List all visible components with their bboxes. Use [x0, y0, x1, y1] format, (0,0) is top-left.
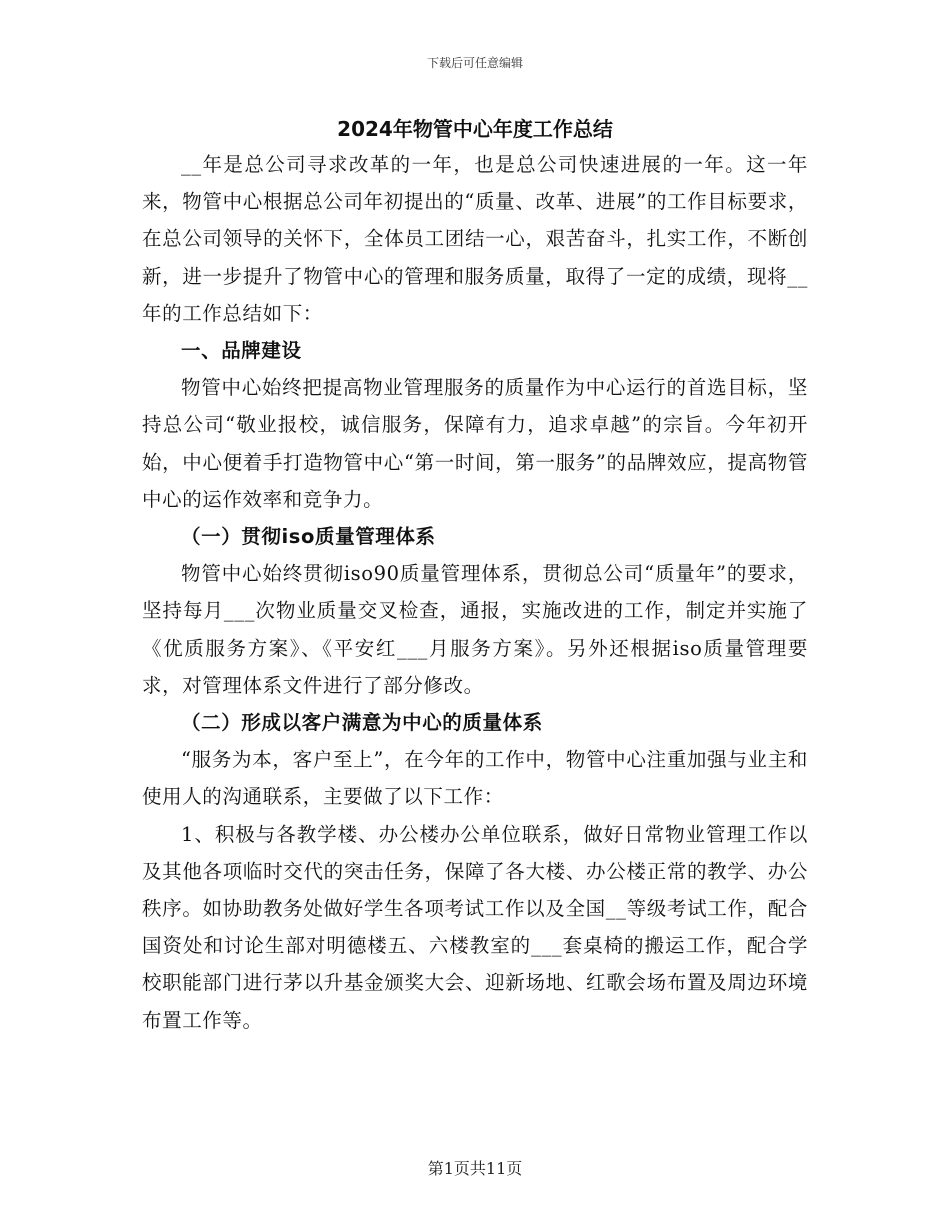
- header-note: 下载后可任意编辑: [426, 56, 523, 70]
- subsection-heading-customer: （二）形成以客户满意为中心的质量体系: [181, 711, 543, 735]
- subsection-paragraph-iso: 物管中心始终贯彻iso90质量管理体系，贯彻总公司“质量年”的要求，坚持每月___次物业质量交叉检查，通报，实施改进的工作，制定并实施了《优质服务方案》、《平安红___月服务方案》。另外还根据iso质量管理要求，对管理体系文件进行了部分修改。: [142, 562, 808, 697]
- page-footer: 第1页共11页: [427, 1159, 523, 1178]
- intro-paragraph: __年是总公司寻求改革的一年，也是总公司快速进展的一年。这一年来，物管中心根据总公司年初提出的“质量、改革、进展”的工作目标要求，在总公司领导的关怀下，全体员工团结一心，艰苦奋斗，扎实工作，不断创新，进一步提升了物管中心的管理和服务质量，取得了一定的成绩，现将__年的工作总结如下：: [142, 153, 808, 325]
- document-body: [142, 112, 808, 1039]
- section-heading-brand: 一、品牌建设: [181, 339, 302, 363]
- subsection-paragraph-customer: “服务为本，客户至上”，在今年的工作中，物管中心注重加强与业主和使用人的沟通联系，主要做了以下工作：: [142, 748, 808, 809]
- subsection-heading-iso: （一）贯彻iso质量管理体系: [181, 525, 436, 549]
- document-title: 2024年物管中心年度工作总结: [337, 117, 613, 141]
- list-item-1: 1、积极与各教学楼、办公楼办公单位联系，做好日常物业管理工作以及其他各项临时交代的突击任务，保障了各大楼、办公楼正常的教学、办公秩序。如协助教务处做好学生各项考试工作以及全国__等级考试工作，配合国资处和讨论生部对明德楼五、六楼教室的___套桌椅的搬运工作，配合学校职能部门进行茅以升基金颁奖大会、迎新场地、红歌会场布置及周边环境布置工作等。: [142, 822, 808, 1032]
- section-paragraph-brand: 物管中心始终把提高物业管理服务的质量作为中心运行的首选目标，坚持总公司“敬业报校，诚信服务，保障有力，追求卓越”的宗旨。今年初开始，中心便着手打造物管中心“第一时间，第一服务”的品牌效应，提高物管中心的运作效率和竞争力。: [142, 376, 808, 511]
